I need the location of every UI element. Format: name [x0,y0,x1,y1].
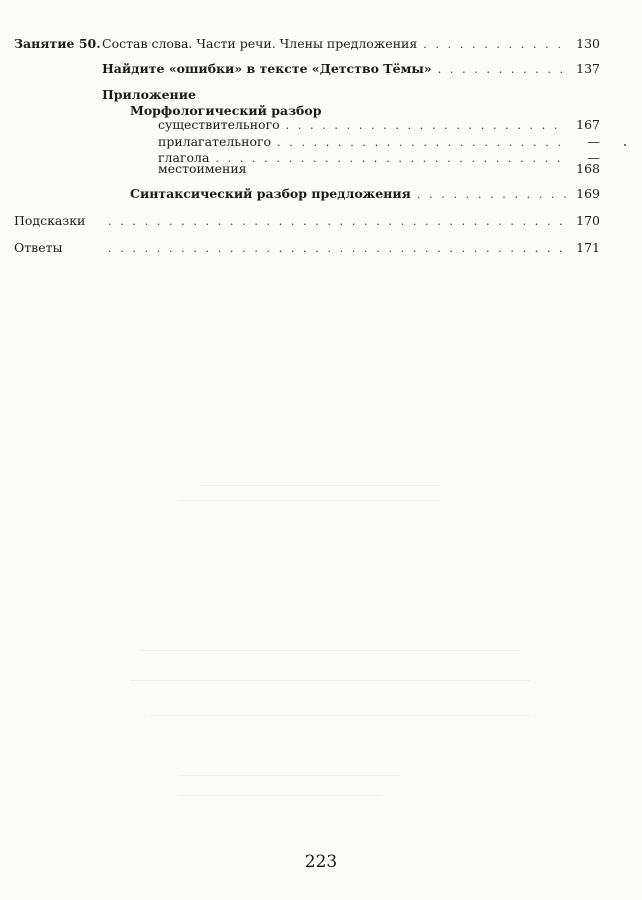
entry-title: Ответы [14,240,63,255]
page-ref: — [587,150,600,165]
page-ref: — [587,134,600,149]
dot-leader [108,214,566,230]
lesson-number: Занятие 50. [14,36,101,51]
toc-entry-answers[interactable] [14,240,600,257]
page-ref: 169 [576,186,600,201]
page-ref: 167 [576,117,600,132]
entry-title: прилагательного [158,134,272,149]
entry-title: Синтаксический разбор предложения [130,186,411,201]
page-ref: 171 [576,240,600,255]
entry-title: Найдите «ошибки» в тексте «Детство Тёмы» [102,61,432,76]
entry-title: местоимения [158,161,247,176]
entry-title: Состав слова. Части речи. Члены предложения [102,36,418,51]
toc-entry-noun[interactable] [158,117,600,134]
toc-entry-errors[interactable] [102,61,600,78]
dot-leader [423,37,566,53]
toc-entry-hints[interactable] [14,213,600,230]
page-number: 223 [304,852,338,872]
entry-title: Подсказки [14,213,86,228]
dot-leader [417,187,566,203]
toc-entry-syntax[interactable] [130,186,600,203]
morph-heading: Морфологический разбор [130,103,322,118]
page-ref: 137 [576,61,600,76]
dot-leader [277,135,566,151]
print-speck [624,144,626,146]
entry-title: глагола [158,150,210,165]
toc-entry-pronoun[interactable] [158,161,600,178]
dot-leader [438,62,566,78]
toc-entry-adjective[interactable] [158,134,600,151]
page-ref: 170 [576,213,600,228]
dot-leader [108,241,566,257]
page-ref: 130 [576,36,600,51]
page-ref: 168 [576,161,600,176]
appendix-heading: Приложение [102,87,196,102]
entry-title: существительного [158,117,280,132]
toc-entry-lesson-50[interactable] [14,36,600,53]
dot-leader [286,118,566,134]
